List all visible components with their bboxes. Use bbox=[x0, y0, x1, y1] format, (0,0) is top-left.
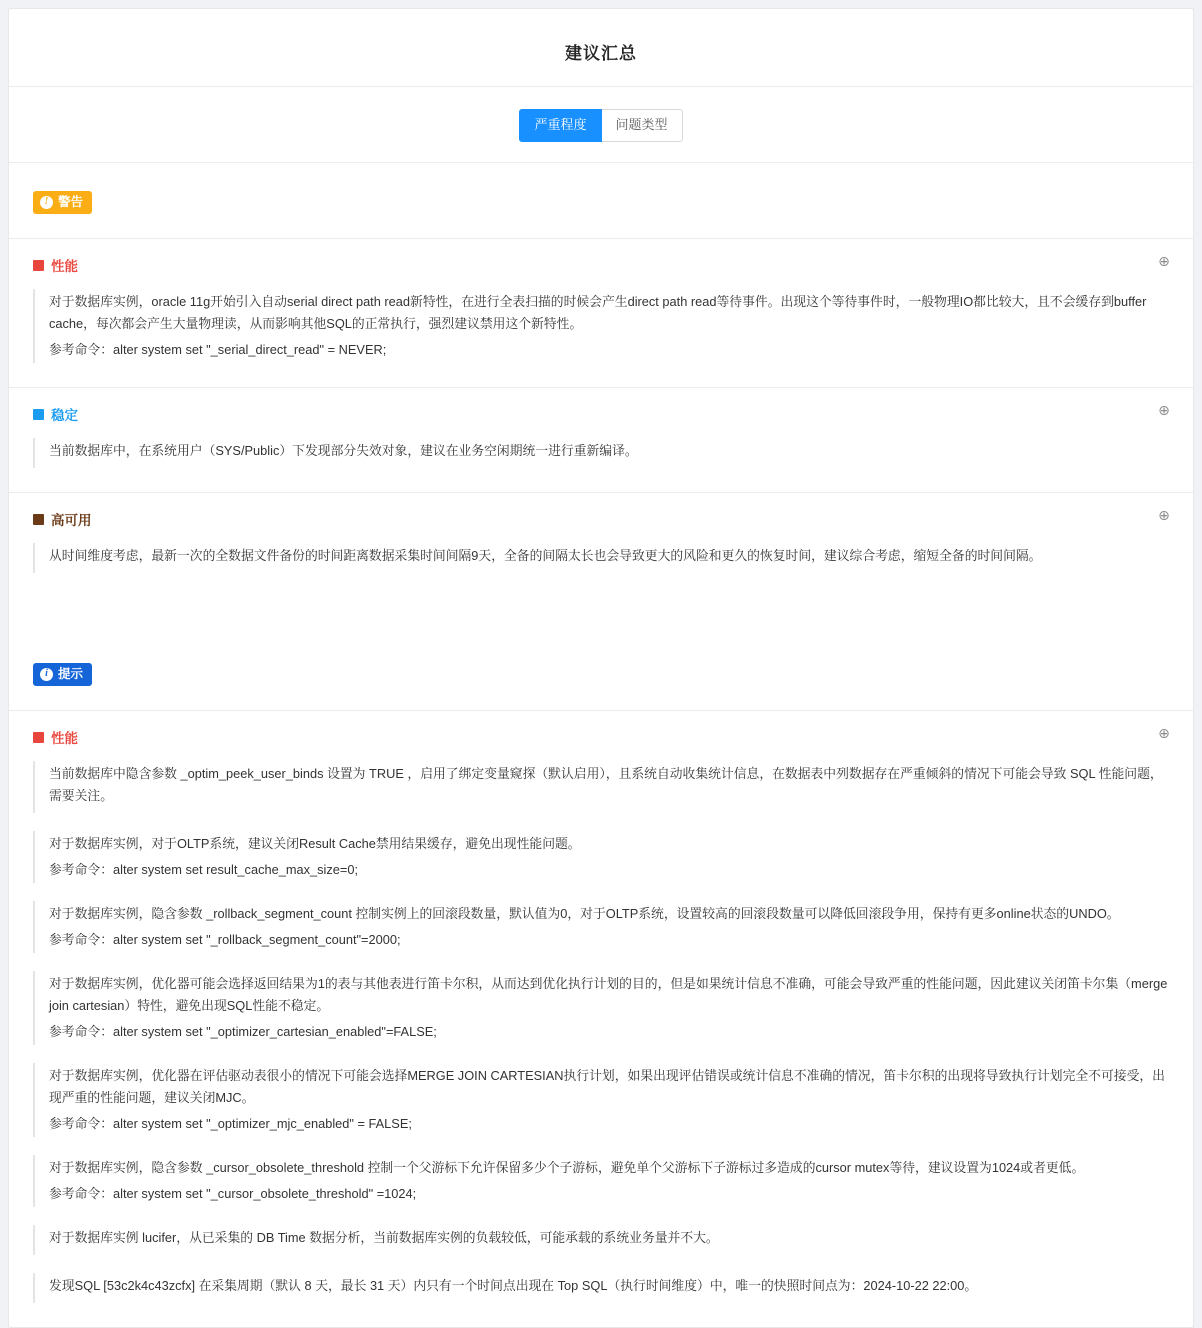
category-color-swatch bbox=[33, 514, 44, 525]
severity-header-info bbox=[9, 635, 1193, 696]
info-icon: i bbox=[40, 668, 53, 681]
category-title: 性能 bbox=[51, 731, 78, 746]
category-title: 性能 bbox=[51, 259, 78, 274]
category-title: 高可用 bbox=[51, 513, 92, 528]
expand-icon[interactable]: ⊕ bbox=[1158, 725, 1170, 741]
list-item bbox=[33, 1273, 1169, 1303]
list-item bbox=[33, 831, 1169, 883]
expand-icon[interactable]: ⊕ bbox=[1158, 402, 1170, 418]
expand-icon[interactable]: ⊕ bbox=[1158, 507, 1170, 523]
category-items bbox=[9, 747, 1193, 1327]
category-performance-warning bbox=[9, 239, 1193, 387]
tab-issue-type[interactable]: 问题类型 bbox=[602, 109, 683, 142]
severity-label: 警告 bbox=[58, 195, 84, 209]
tab-severity[interactable]: 严重程度 bbox=[519, 109, 601, 142]
category-header bbox=[9, 388, 1193, 424]
severity-header-warning bbox=[9, 163, 1193, 224]
item-command: 参考命令：alter system set "_serial_direct_read" = NEVER; bbox=[49, 342, 387, 357]
category-stable-warning bbox=[9, 388, 1193, 492]
tab-bar bbox=[9, 87, 1193, 163]
item-command: 参考命令：alter system set result_cache_max_size=0; bbox=[49, 862, 359, 877]
item-text: 当前数据库中，在系统用户（SYS/Public）下发现部分失效对象，建议在业务空闲期统一进行重新编译。 bbox=[49, 443, 638, 458]
list-item bbox=[33, 1063, 1169, 1137]
list-item bbox=[33, 1225, 1169, 1255]
item-text: 从时间维度考虑，最新一次的全数据文件备份的时间距离数据采集时间间隔9天，全备的间隔太长也会导致更大的风险和更久的恢复时间，建议综合考虑，缩短全备的时间间隔。 bbox=[49, 548, 1042, 563]
item-command: 参考命令：alter system set "_optimizer_cartesian_enabled"=FALSE; bbox=[49, 1024, 437, 1039]
severity-section-warning bbox=[9, 163, 1193, 597]
expand-icon[interactable]: ⊕ bbox=[1158, 253, 1170, 269]
category-high-availability-warning bbox=[9, 493, 1193, 597]
item-command: 参考命令：alter system set "_optimizer_mjc_enabled" = FALSE; bbox=[49, 1116, 412, 1131]
item-text: 对于数据库实例，对于OLTP系统，建议关闭Result Cache禁用结果缓存，避免出现性能问题。 bbox=[49, 836, 581, 851]
list-item bbox=[33, 1155, 1169, 1207]
category-items bbox=[9, 275, 1193, 387]
status-badge-warning bbox=[33, 191, 92, 214]
list-item bbox=[33, 761, 1169, 813]
item-text: 对于数据库实例 lucifer，从已采集的 DB Time 数据分析，当前数据库实例的负载较低，可能承载的系统业务量并不大。 bbox=[49, 1230, 719, 1245]
item-text: 对于数据库实例，隐含参数 _cursor_obsolete_threshold 控制一个父游标下允许保留多少个子游标，避免单个父游标下子游标过多造成的cursor mutex等待，建议设置为1024或者更低。 bbox=[49, 1160, 1085, 1175]
category-color-swatch bbox=[33, 409, 44, 420]
list-item bbox=[33, 289, 1169, 363]
category-color-swatch bbox=[33, 732, 44, 743]
item-text: 对于数据库实例，隐含参数 _rollback_segment_count 控制实例上的回滚段数量，默认值为0，对于OLTP系统，设置较高的回滚段数量可以降低回滚段争用，保持有更多online状态的UNDO。 bbox=[49, 906, 1120, 921]
category-header bbox=[9, 493, 1193, 529]
item-text: 对于数据库实例，优化器在评估驱动表很小的情况下可能会选择MERGE JOIN CARTESIAN执行计划，如果出现评估错误或统计信息不准确的情况，笛卡尔积的出现将导致执行计划完全不可接受，出现严重的性能问题，建议关闭MJC。 bbox=[49, 1068, 1165, 1105]
page-title: 建议汇总 bbox=[9, 9, 1193, 87]
category-header bbox=[9, 239, 1193, 275]
section-spacer bbox=[9, 597, 1193, 635]
category-title: 稳定 bbox=[51, 408, 78, 423]
severity-label: 提示 bbox=[58, 667, 84, 681]
list-item bbox=[33, 901, 1169, 953]
list-item bbox=[33, 438, 1169, 468]
category-header bbox=[9, 711, 1193, 747]
item-text: 对于数据库实例，oracle 11g开始引入自动serial direct path read新特性，在进行全表扫描的时候会产生direct path read等待事件。出现这个等待事件时，一般物理IO都比较大，且不会缓存到buffer cache，每次都会产生大量物理读，从而影响其他SQL的正常执行，强烈建议禁用这个新特性。 bbox=[49, 294, 1147, 331]
status-badge-info bbox=[33, 663, 92, 686]
severity-section-info bbox=[9, 635, 1193, 1327]
item-text: 发现SQL [53c2k4c43zcfx] 在采集周期（默认 8 天，最长 31 天）内只有一个时间点出现在 Top SQL（执行时间维度）中，唯一的快照时间点为：2024-10-22 22:00。 bbox=[49, 1278, 978, 1293]
list-item bbox=[33, 543, 1169, 573]
tab-group bbox=[519, 109, 682, 142]
item-command: 参考命令：alter system set "_rollback_segment_count"=2000; bbox=[49, 932, 401, 947]
category-items bbox=[9, 529, 1193, 597]
category-performance-info bbox=[9, 711, 1193, 1327]
item-text: 对于数据库实例，优化器可能会选择返回结果为1的表与其他表进行笛卡尔积，从而达到优化执行计划的目的，但是如果统计信息不准确，可能会导致严重的性能问题，因此建议关闭笛卡尔集（merge join cartesian）特性，避免出现SQL性能不稳定。 bbox=[49, 976, 1168, 1013]
item-command: 参考命令：alter system set "_cursor_obsolete_threshold" =1024; bbox=[49, 1186, 417, 1201]
item-text: 当前数据库中隐含参数 _optim_peek_user_binds 设置为 TRUE ，启用了绑定变量窥探（默认启用），且系统自动收集统计信息，在数据表中列数据存在严重倾斜的情况下可能会导致 SQL 性能问题，需要关注。 bbox=[49, 766, 1163, 803]
report-card bbox=[8, 8, 1194, 1328]
category-color-swatch bbox=[33, 260, 44, 271]
warning-icon: ! bbox=[40, 196, 53, 209]
category-items bbox=[9, 424, 1193, 492]
list-item bbox=[33, 971, 1169, 1045]
